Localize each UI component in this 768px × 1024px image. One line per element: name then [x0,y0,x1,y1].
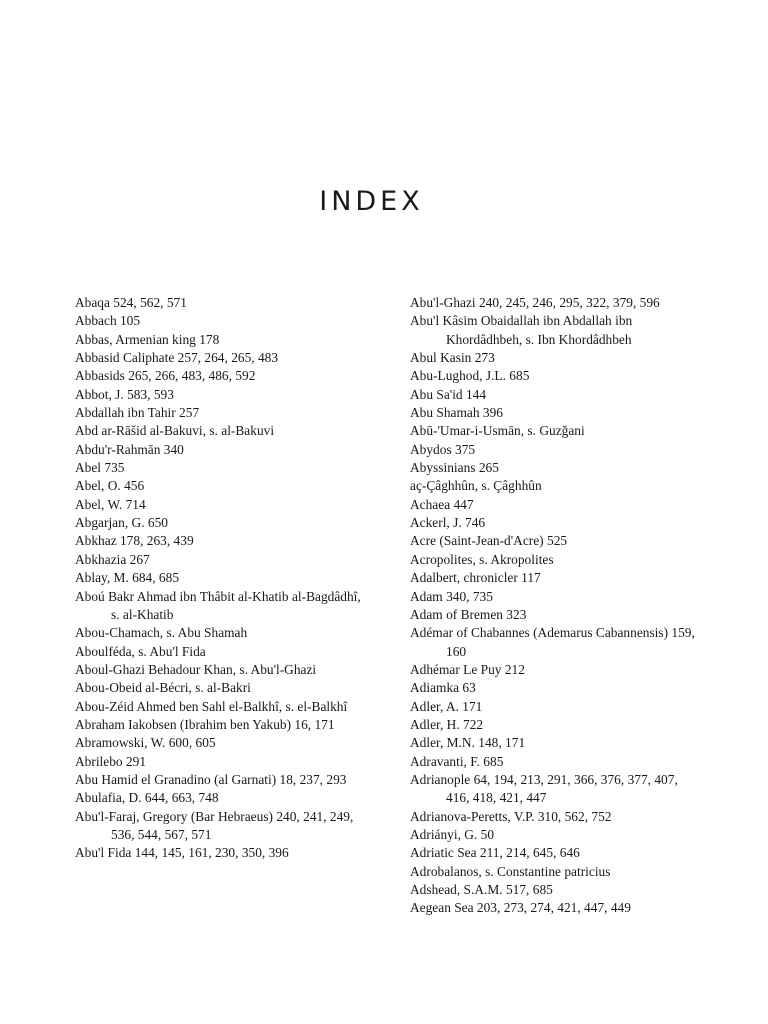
index-entry: Abaqa 524, 562, 571 [75,295,187,310]
index-entry: Abou-Obeid al-Bécri, s. al-Bakri [75,680,251,696]
index-entry: Abu Sa'id 144 [410,386,487,402]
index-entry: Abū-'Umar-i-Usmān, s. Guzğani [410,423,585,439]
index-entry: Abu'l-Faraj, Gregory (Bar Hebraeus) 240, 241, 249, 536, 544, 567, 571 [75,808,354,842]
index-entry: Adravanti, F. 685 [410,753,504,769]
index-entry: Abbach 105 [75,313,141,329]
index-entry: Adam of Bremen 323 [410,606,527,622]
index-entry: Abrilebo 291 [75,753,147,769]
index-entry: Abydos 375 [410,441,476,457]
index-entry: Abbas, Armenian king 178 [75,331,220,347]
index-entry: Abu'l-Ghazi 240, 245, 246, 295, 322, 379, 596 [410,295,660,310]
index-entry: Abbasid Caliphate 257, 264, 265, 483 [75,350,279,366]
index-entry: Adiamka 63 [410,680,476,696]
index-entry: Adrianova-Peretts, V.P. 310, 562, 752 [410,808,612,824]
index-entry: Adrianople 64, 194, 213, 291, 366, 376, 377, 407, 416, 418, 421, 447 [410,771,678,806]
index-entry: Adriatic Sea 211, 214, 645, 646 [410,845,580,861]
index-entry: Abramowski, W. 600, 605 [75,735,216,751]
index-entry: Adshead, S.A.M. 517, 685 [410,882,553,897]
index-entry: Ablay, M. 684, 685 [75,570,180,586]
index-entry: Abu-Lughod, J.L. 685 [410,368,530,384]
index-entry: Abdu'r-Rahmān 340 [75,441,184,457]
index-entry: Abu Shamah 396 [410,405,503,421]
index-entry: aç-Çâghhûn, s. Çâghhûn [410,478,542,494]
index-entry: Abd ar-Rāšid al-Bakuvi, s. al-Bakuvi [75,423,275,439]
index-entry: Adrobalanos, s. Constantine patricius [410,863,611,879]
index-entry: Abou-Zéid Ahmed ben Sahl el-Balkhî, s. el-Balkhî [75,698,348,714]
index-entry: Abu'l Fida 144, 145, 161, 230, 350, 396 [75,845,289,861]
index-entry: Ackerl, J. 746 [410,515,486,531]
index-entry: Acre (Saint-Jean-d'Acre) 525 [410,533,568,549]
index-entry: Abkhaz 178, 263, 439 [75,533,194,549]
index-entry: Abbot, J. 583, 593 [75,386,174,402]
index-entry: Abraham Iakobsen (Ibrahim ben Yakub) 16, 171 [75,716,335,732]
index-entry: Abyssinians 265 [410,460,499,476]
index-entry: Achaea 447 [410,496,474,512]
index-entry: Abou-Chamach, s. Abu Shamah [75,625,248,641]
index-entry: Abbasids 265, 266, 483, 486, 592 [75,368,256,384]
index-entry: Abul Kasin 273 [410,350,495,366]
index-entry: Abdallah ibn Tahir 257 [75,405,200,421]
index-entry: Adalbert, chronicler 117 [410,570,541,586]
index-entry: Aegean Sea 203, 273, 274, 421, 447, 449 [410,900,631,916]
index-column-left [75,294,365,863]
index-entry: Aboul-Ghazi Behadour Khan, s. Abu'l-Ghazi [75,661,317,677]
index-entry: Abkhazia 267 [75,551,150,567]
index-entry: Adriányi, G. 50 [410,826,495,842]
index-entry: Abel, O. 456 [75,478,145,494]
index-entry: Abu'l Kâsim Obaidallah ibn Abdallah ibn Khordâdhbeh, s. Ibn Khordâdhbeh [410,313,633,347]
page-title: INDEX [319,186,424,217]
index-entry: Adam 340, 735 [410,588,493,604]
index-entry: Adler, M.N. 148, 171 [410,735,526,751]
index-entry: Aboulféda, s. Abu'l Fida [75,643,206,659]
index-entry: Abel 735 [75,460,125,476]
index-entry: Abel, W. 714 [75,496,146,512]
index-entry: Aboú Bakr Ahmad ibn Thâbit al-Khatib al-Bagdâdhî, s. al-Khatib [75,588,361,622]
index-entry: Adémar of Chabannes (Ademarus Cabannensis) 159, 160 [410,625,695,659]
index-entry: Abulafia, D. 644, 663, 748 [75,790,219,806]
index-entry: Abu Hamid el Granadino (al Garnati) 18, 237, 293 [75,771,347,787]
index-column-right [410,294,700,918]
index-entry: Adler, A. 171 [410,698,483,714]
index-entry: Abgarjan, G. 650 [75,515,168,531]
index-entry: Acropolites, s. Akropolites [410,551,554,567]
index-entry: Adhémar Le Puy 212 [410,661,525,677]
index-entry: Adler, H. 722 [410,716,484,732]
